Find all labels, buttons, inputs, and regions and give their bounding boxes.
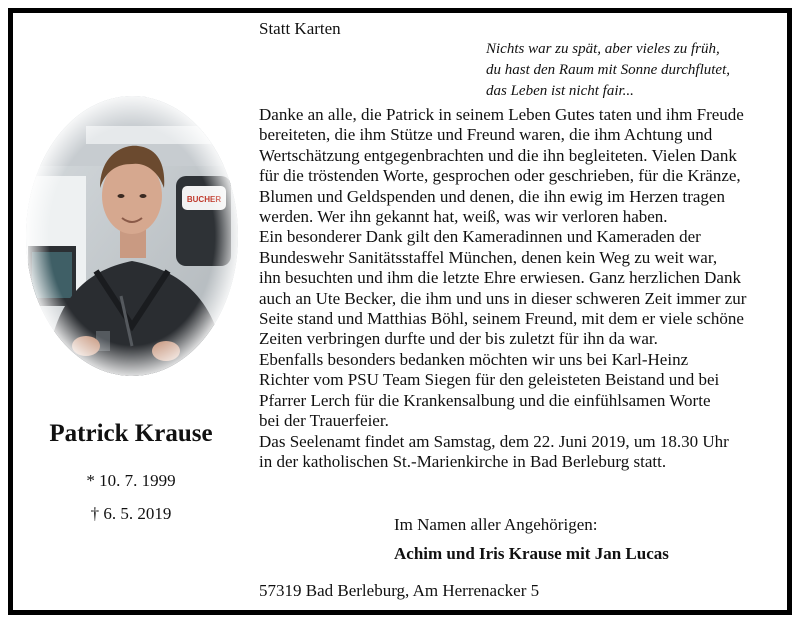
thanks-line: Ein besonderer Dank gilt den Kameradinnen und Kameraden der <box>259 227 701 247</box>
birth-date: * 10. 7. 1999 <box>86 471 176 490</box>
motto-line: das Leben ist nicht fair... <box>486 83 634 99</box>
thanks-line: Danke an alle, die Patrick in seinem Leben Gutes taten und ihm Freude <box>259 105 744 124</box>
portrait-photo <box>26 96 238 376</box>
thanks-line: Ebenfalls besonders bedanken möchten wir uns bei Karl-Heinz <box>259 349 689 369</box>
thanks-line: Pfarrer Lerch für die Krankensalbung und die einfühlsamen Worte <box>259 390 711 410</box>
thanks-line: für die tröstenden Worte, gesprochen oder geschrieben, für die Kränze, <box>259 166 741 186</box>
thanks-line: werden. Wer ihn gekannt hat, weiß, was wir verloren haben. <box>259 207 668 227</box>
death-date: † 6. 5. 2019 <box>90 504 172 523</box>
deceased-name: Patrick Krause <box>49 420 213 447</box>
thanks-line: Zeiten verbringen durfte und der bis zuletzt für ihn da war. <box>259 329 658 349</box>
thanks-line: bei der Trauerfeier. <box>259 411 389 431</box>
thanks-line: auch an Ute Becker, die ihm und uns in dieser schweren Zeit immer zur <box>259 288 747 308</box>
thanks-line: Richter vom PSU Team Siegen für den geleisteten Beistand und bei <box>259 370 720 390</box>
thanks-line: Wertschätzung entgegenbrachten und die ihn begleiteten. Vielen Dank <box>259 145 737 165</box>
family-address: 57319 Bad Berleburg, Am Herrenacker 5 <box>259 581 540 600</box>
motto-line: du hast den Raum mit Sonne durchflutet, <box>486 62 730 78</box>
thanks-line: Seite stand und Matthias Böhl, seinem Freund, mit dem er viele schöne <box>259 309 744 329</box>
signature-intro: Im Namen aller Angehörigen: <box>394 515 598 534</box>
thanks-line: bereiteten, die ihm Stütze und Freund waren, die ihm Achtung und <box>259 125 713 145</box>
thanks-line: ihn besuchten und ihm die letzte Ehre erwiesen. Ganz herzlichen Dank <box>259 268 741 288</box>
header-label: Statt Karten <box>259 19 341 38</box>
thanks-line: Blumen und Geldspenden und denen, die ihn ewig im Herzen tragen <box>259 186 725 206</box>
signature-names: Achim und Iris Krause mit Jan Lucas <box>394 544 669 563</box>
motto-line: Nichts war zu spät, aber vieles zu früh, <box>486 41 720 57</box>
thanks-line: Das Seelenamt findet am Samstag, dem 22. Juni 2019, um 18.30 Uhr <box>259 431 729 451</box>
thanks-line: in der katholischen St.-Marienkirche in Bad Berleburg statt. <box>259 451 667 471</box>
thanks-text <box>259 105 746 472</box>
motto-quote <box>486 39 730 102</box>
thanks-line: Bundeswehr Sanitätsstaffel München, denen kein Weg zu weit war, <box>259 247 718 267</box>
